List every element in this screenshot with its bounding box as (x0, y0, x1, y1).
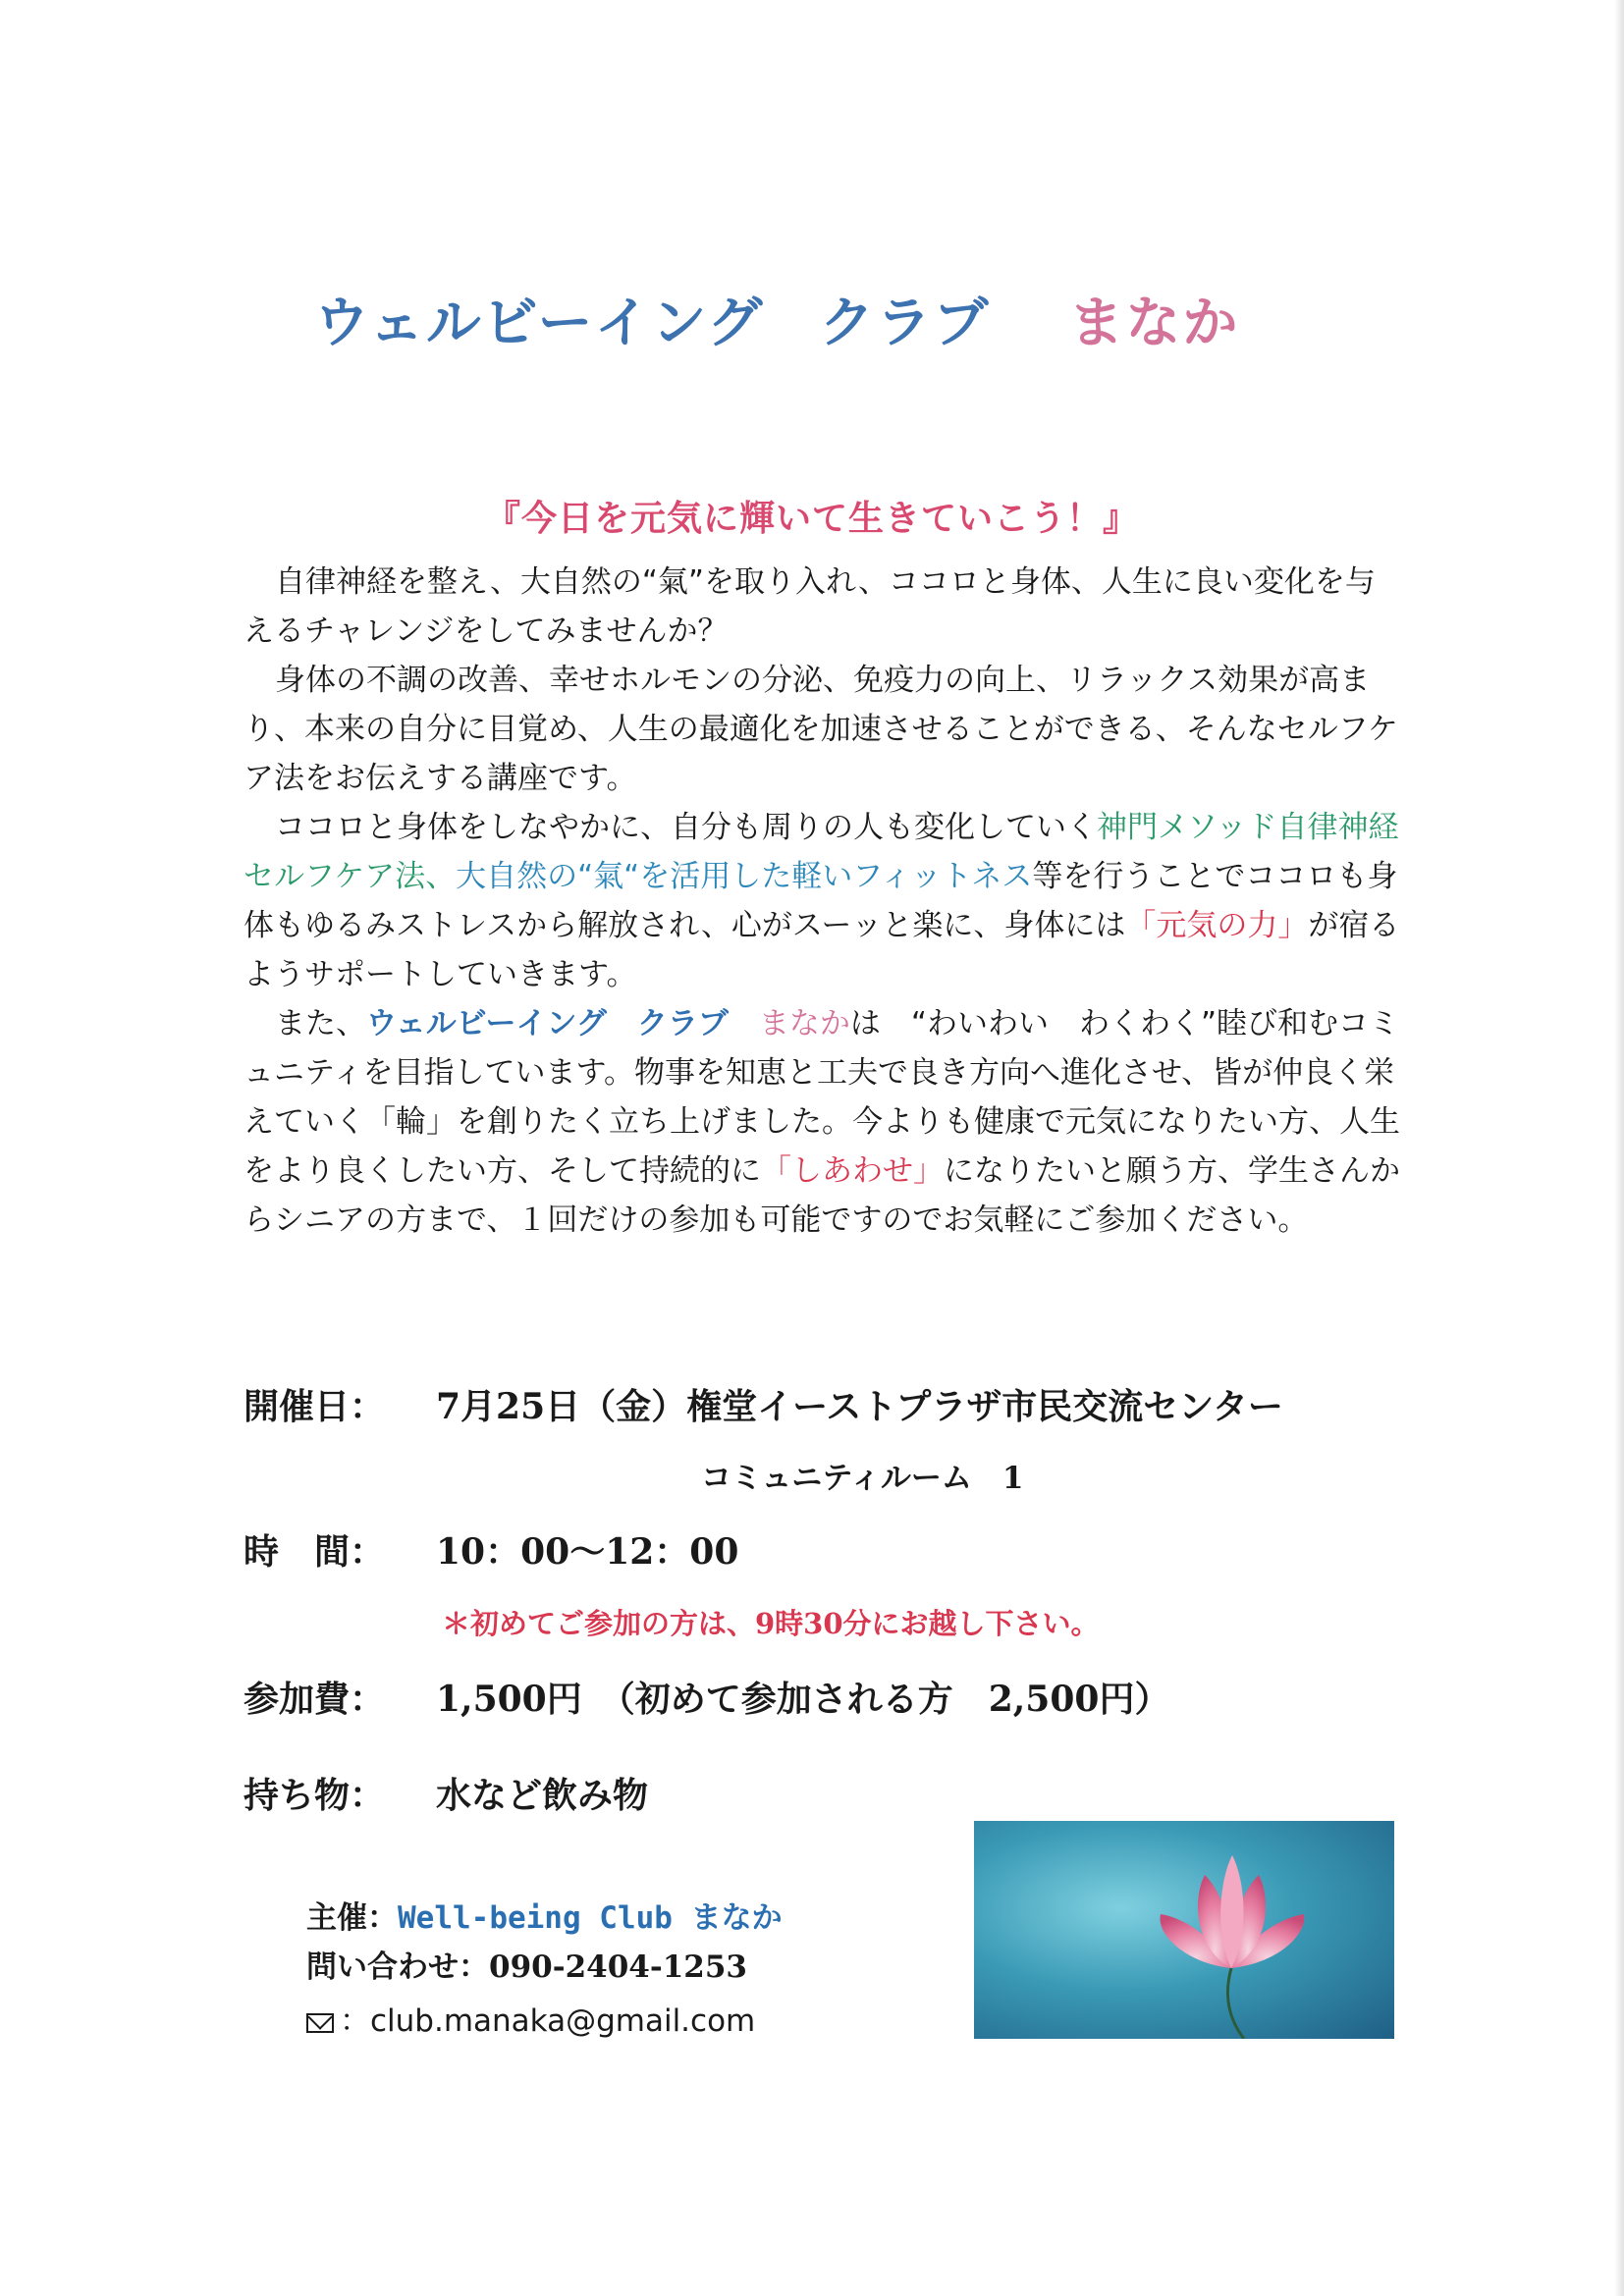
email-separator: ： (340, 2003, 370, 2039)
text-segment: が宿るようサポートしていきます。 (244, 908, 1400, 992)
event-room: コミュニティルーム 1 (701, 1461, 1024, 1496)
event-time (244, 1524, 738, 1575)
event-fee (244, 1672, 1169, 1722)
highlight-genki: 「元気の力」 (1125, 908, 1309, 943)
fee-label: 参加費： (244, 1679, 386, 1720)
text-segment: 等を行うことでココロも身体もゆるみストレスから解放され、心がスーッと楽に、身体には (244, 859, 1398, 943)
contact-email (306, 1996, 755, 2040)
date-value: 7月25日（金）権堂イーストプラザ市民交流センター (436, 1386, 1283, 1427)
bring-label: 持ち物： (244, 1775, 386, 1816)
highlight-club-name: ウェルビーイング クラブ (366, 1006, 729, 1041)
host-label: 主催： (306, 1900, 398, 1936)
highlight-manaka: まなか (758, 1006, 850, 1041)
date-label: 開催日： (244, 1386, 386, 1427)
page-edge-shadow (1614, 0, 1624, 2296)
intro-paragraph-1: 自律神経を整え、大自然の“氣”を取り入れ、ココロと身体、人生に良い変化を与えるチャレンジをしてみませんか？ (244, 564, 1376, 649)
intro-paragraph-4 (244, 999, 1402, 1245)
phone-label: 問い合わせ： (306, 1949, 489, 1985)
intro-text (244, 558, 1402, 1245)
email-value[interactable]: club.manaka@gmail.com (370, 2003, 756, 2039)
title-manaka: まなか (1068, 291, 1240, 355)
event-bring (244, 1768, 648, 1818)
fee-value: 1,500円 （初めて参加される方 2,500円） (436, 1679, 1170, 1720)
text-segment: になりたいと願う方、学生さんからシニアの方まで、１回だけの参加も可能ですのでお気軽にご参加ください。 (244, 1153, 1400, 1238)
mail-icon (306, 2013, 334, 2033)
time-label: 時 間： (244, 1531, 386, 1573)
phone-value: 090-2404-1253 (489, 1949, 748, 1985)
event-date (244, 1379, 1283, 1429)
intro-paragraph-2: 身体の不調の改善、幸せホルモンの分泌、免疫力の向上、リラックス効果が高まり、本来の自分に目覚め、人生の最適化を加速させることができる、そんなセルフケア法をお伝えする講座です。 (244, 663, 1398, 796)
bring-value: 水など飲み物 (436, 1775, 649, 1816)
host-value: Well-being Club まなか (398, 1900, 783, 1936)
contact-host (306, 1893, 783, 1937)
title-wellbeing: ウェルビーイング (314, 291, 765, 355)
lotus-photo (974, 1821, 1394, 2039)
lotus-flower-icon (974, 1821, 1394, 2039)
text-segment: また、 (275, 1006, 366, 1041)
intro-paragraph-3 (244, 803, 1402, 999)
contact-phone (306, 1942, 747, 1986)
time-value: 10：00～12：00 (436, 1531, 739, 1573)
page-title (314, 280, 1239, 358)
title-club: クラブ (819, 291, 991, 355)
first-time-note: ＊初めてご参加の方は、9時30分にお越し下さい。 (442, 1607, 1100, 1640)
tagline: 『今日を元気に輝いて生きていこう！』 (484, 499, 1139, 539)
highlight-shiawase: 「しあわせ」 (761, 1153, 944, 1189)
text-segment: は “わいわい わくわく”睦び和むコミュニティを目指しています。物事を知恵と工夫で良き方向へ進化させ、皆が仲良く栄えていく「輪」を創りたく立ち上げました。今よりも健康で元気になりたい方、人生をより良くしたい方、そして持続的に (244, 1006, 1400, 1189)
text-segment: ココロと身体をしなやかに、自分も周りの人も変化していく (275, 810, 1097, 845)
highlight-method: 神門メソッド自律神経セルフケア法、 (244, 810, 1399, 894)
highlight-fitness: 大自然の“氣“を活用した軽いフィットネス (456, 859, 1033, 894)
